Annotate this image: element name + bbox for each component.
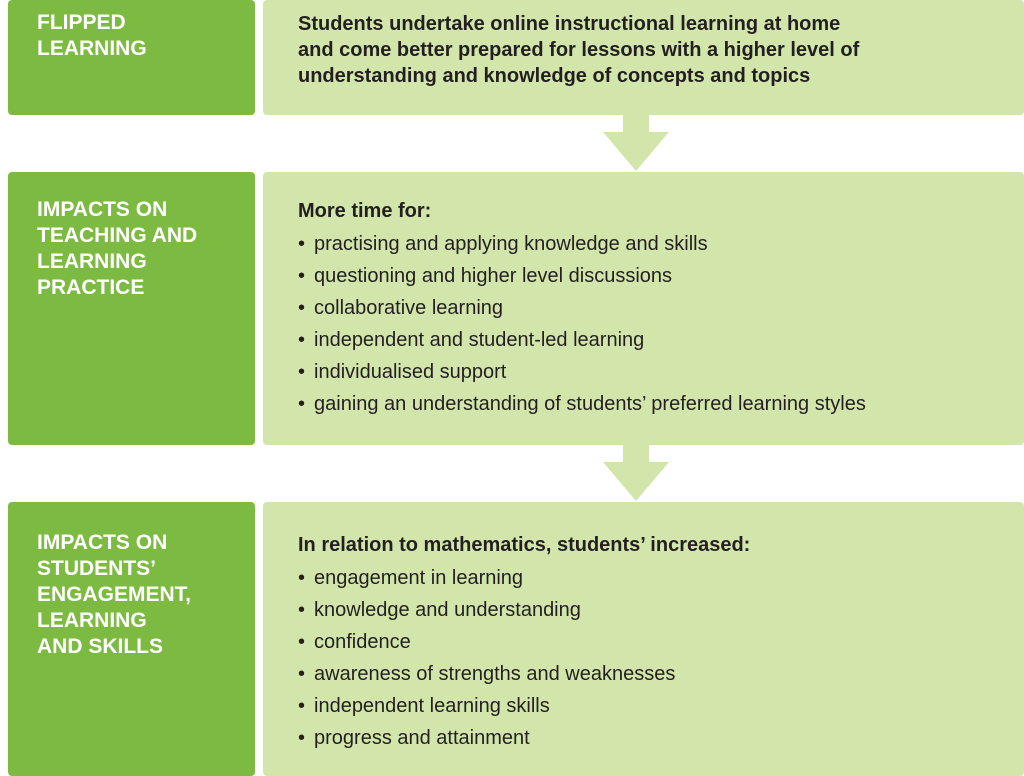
list-item-text: knowledge and understanding [314,599,581,621]
content-heading: More time for: [298,200,432,222]
down-arrow-shape [603,445,669,501]
bullet-dot: • [298,233,306,255]
bullet-dot: • [298,727,306,749]
list-item-text: gaining an understanding of students’ preferred learning styles [314,393,866,415]
list-item [298,658,1024,690]
list-item [298,722,1024,754]
label-line: IMPACTS ON [37,531,168,554]
down-arrow-1 [601,115,671,171]
down-arrow-icon [601,115,671,171]
list-item-text: awareness of strengths and weaknesses [314,663,676,685]
list-item [298,228,1024,260]
description-line: understanding and knowledge of concepts and topics [298,65,811,87]
bullet-dot: • [298,265,306,287]
teaching-practice-label-box [8,172,255,445]
description-line: Students undertake online instructional learning at home [298,13,841,35]
list-item [298,292,1024,324]
list-item-text: independent learning skills [314,695,550,717]
list-item-text: independent and student-led learning [314,329,645,351]
list-item-text: collaborative learning [314,297,504,319]
label-line: IMPACTS ON [37,198,168,221]
label-line: FLIPPED [37,11,126,34]
label-line: AND SKILLS [37,635,163,658]
bullet-dot: • [298,393,306,415]
bullet-dot: • [298,361,306,383]
flipped-learning-label-box [8,0,255,115]
list-item [298,690,1024,722]
down-arrow-icon [601,445,671,501]
bullet-dot: • [298,297,306,319]
bullet-dot: • [298,631,306,653]
list-item-text: practising and applying knowledge and skills [314,233,708,255]
label-line: STUDENTS’ [37,557,157,580]
teaching-practice-content-box [263,172,1024,445]
content-heading: In relation to mathematics, students’ increased: [298,534,751,556]
bullet-dot: • [298,663,306,685]
list-item-text: progress and attainment [314,727,530,749]
list-item-text: individualised support [314,361,507,383]
list-item [298,260,1024,292]
flipped-learning-description-box [263,0,1024,115]
list-item-text: confidence [314,631,411,653]
list-item [298,356,1024,388]
label-line: LEARNING [37,250,147,273]
bullet-dot: • [298,329,306,351]
list-item [298,626,1024,658]
list-item-text: questioning and higher level discussions [314,265,673,287]
student-impacts-content-box [263,502,1024,776]
label-line: PRACTICE [37,276,145,299]
list-item [298,324,1024,356]
list-item [298,594,1024,626]
label-line: TEACHING AND [37,224,198,247]
description-line: and come better prepared for lessons with a higher level of [298,39,860,61]
student-impacts-label-box [8,502,255,776]
bullet-dot: • [298,599,306,621]
list-item [298,562,1024,594]
bullet-list [298,228,1024,420]
list-item-text: engagement in learning [314,567,524,589]
label-line: LEARNING [37,37,147,60]
label-line: LEARNING [37,609,147,632]
list-item [298,388,1024,420]
label-line: ENGAGEMENT, [37,583,192,606]
down-arrow-2 [601,445,671,501]
down-arrow-shape [603,115,669,171]
bullet-dot: • [298,567,306,589]
bullet-list [298,562,1024,754]
bullet-dot: • [298,695,306,717]
